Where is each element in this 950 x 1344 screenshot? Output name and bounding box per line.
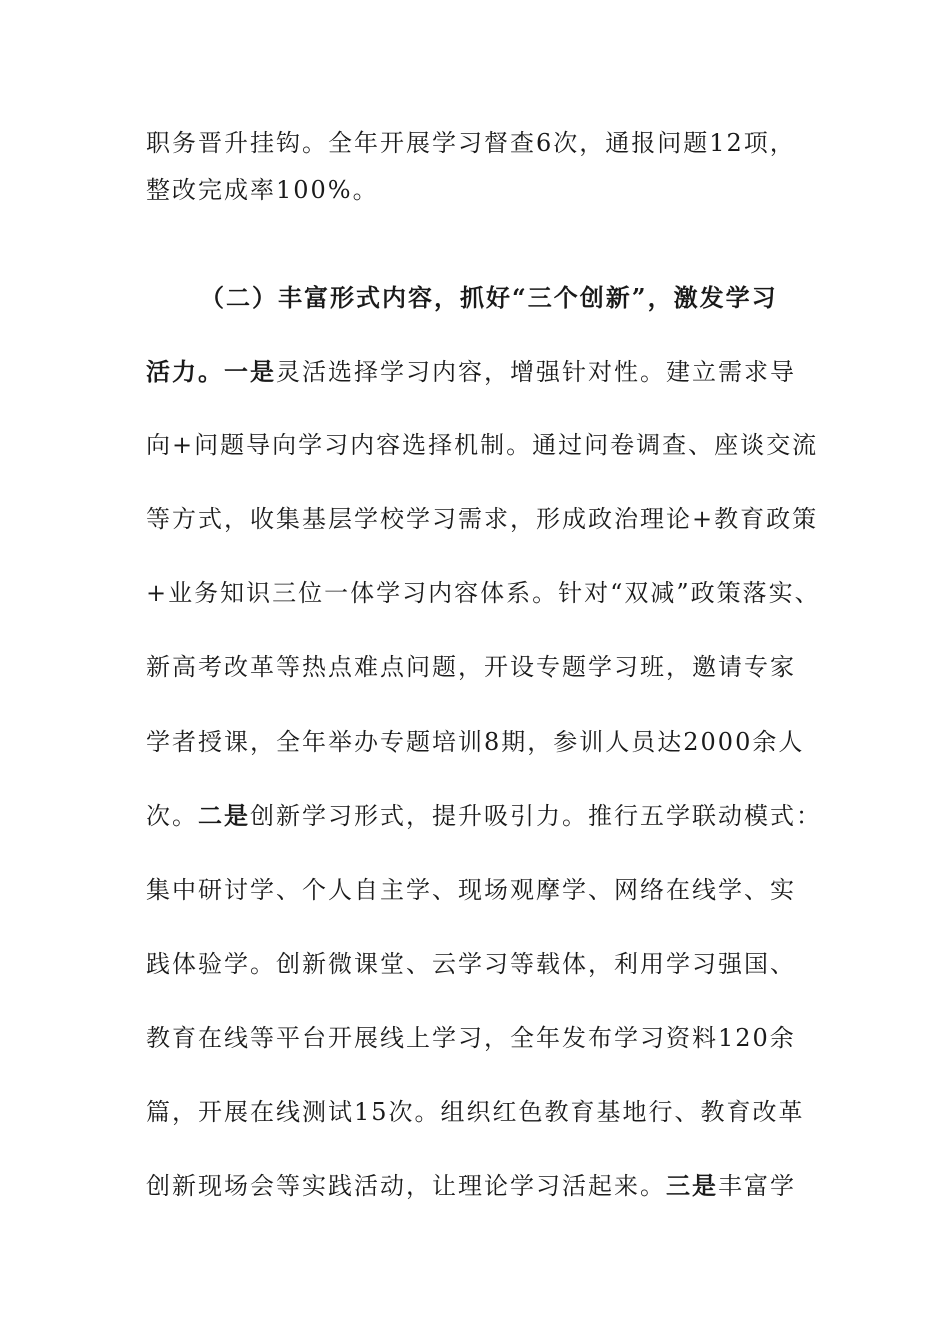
text-segment-bold: 活力。一是 — [146, 357, 276, 386]
text-segment: 学者授课，全年举办专题培训8期，参训人员达2000余人 — [146, 728, 805, 756]
text-line — [146, 501, 836, 537]
section-heading — [200, 280, 890, 316]
text-segment: 篇，开展在线测试15次。组织红色教育基地行、教育改革 — [146, 1098, 805, 1126]
text-segment-bold: 三是 — [666, 1171, 718, 1200]
text-segment: 丰富学 — [718, 1172, 796, 1200]
text-segment: 创新学习形式，提升吸引力。推行五学联动模式： — [250, 802, 822, 830]
text-segment-bold: 二是 — [198, 801, 250, 830]
text-line — [146, 1094, 836, 1130]
text-line — [146, 872, 836, 908]
text-line — [146, 427, 836, 463]
text-segment: 集中研讨学、个人自主学、现场观摩学、网络在线学、实 — [146, 876, 796, 904]
text-line — [146, 724, 836, 760]
text-segment: +业务知识三位一体学习内容体系。针对“双减”政策落实、 — [146, 579, 821, 607]
text-segment: 职务晋升挂钩。全年开展学习督查6次，通报问题12项， — [146, 129, 796, 157]
text-line — [146, 575, 836, 611]
text-segment: 向+问题导向学习内容选择机制。通过问卷调查、座谈交流 — [146, 431, 819, 459]
text-segment: 践体验学。创新微课堂、云学习等载体，利用学习强国、 — [146, 950, 796, 978]
text-line — [146, 798, 836, 834]
text-line — [146, 649, 836, 685]
text-segment: 等方式，收集基层学校学习需求，形成政治理论+教育政策 — [146, 505, 819, 533]
text-segment: 教育在线等平台开展线上学习，全年发布学习资料120余 — [146, 1024, 796, 1052]
text-segment: 新高考改革等热点难点问题，开设专题学习班，邀请专家 — [146, 653, 796, 681]
text-line — [146, 172, 836, 208]
text-line — [146, 1020, 836, 1056]
text-segment: 整改完成率100%。 — [146, 176, 379, 204]
text-segment: 次。 — [146, 802, 198, 830]
heading-text: （二）丰富形式内容，抓好“三个创新”，激发学习 — [200, 283, 778, 312]
text-line — [146, 1168, 836, 1204]
text-line — [146, 125, 836, 161]
text-segment: 创新现场会等实践活动，让理论学习活起来。 — [146, 1172, 666, 1200]
text-line — [146, 354, 836, 390]
text-line — [146, 946, 836, 982]
text-segment: 灵活选择学习内容，增强针对性。建立需求导 — [276, 358, 796, 386]
